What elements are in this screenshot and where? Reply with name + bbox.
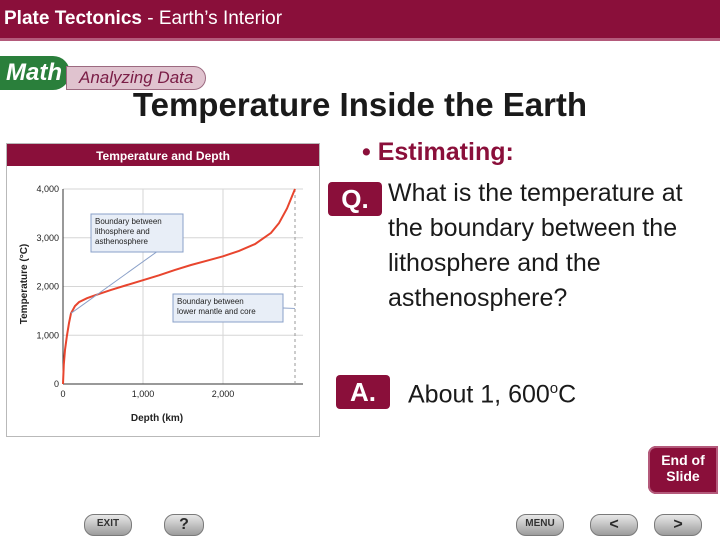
- end-of-slide-label: End of Slide: [661, 452, 705, 484]
- header-bar: [0, 0, 720, 38]
- answer-suffix: C: [558, 380, 577, 409]
- header-title-rest: - Earth’s Interior: [141, 8, 283, 29]
- forward-arrow-icon: >: [673, 516, 683, 533]
- math-label: Math: [6, 59, 62, 86]
- header-title: [4, 8, 282, 30]
- y-tick-label: 4,000: [36, 184, 59, 194]
- y-axis-label: Temperature (°C): [19, 243, 30, 325]
- y-tick-label: 0: [53, 379, 59, 389]
- exit-label: EXIT: [96, 518, 120, 529]
- navigation-bar: [0, 508, 720, 540]
- answer-badge: [336, 375, 390, 409]
- chart-title: Temperature and Depth: [96, 149, 230, 163]
- header-title-bold: Plate Tectonics: [4, 8, 142, 29]
- slide-title: Temperature Inside the Earth: [132, 86, 588, 123]
- annotation-line: lower mantle and core: [177, 307, 256, 316]
- x-tick-label: 1,000: [131, 389, 155, 399]
- answer-badge-text: A.: [350, 377, 376, 407]
- header-rule: [0, 38, 720, 41]
- answer-text: [408, 380, 576, 409]
- question-text: What is the temperature at the boundary between the lithosphere and the asthenosphere?: [388, 179, 683, 312]
- help-icon: ?: [179, 516, 189, 533]
- x-tick-label: 2,000: [211, 389, 235, 399]
- annotation-line: Boundary between: [177, 297, 244, 306]
- analyzing-data-label: Analyzing Data: [79, 68, 194, 87]
- y-tick-label: 3,000: [36, 232, 59, 243]
- answer-prefix: About 1, 600: [408, 380, 550, 409]
- end-of-slide-button[interactable]: [648, 446, 718, 494]
- annotation-line: lithosphere and: [95, 227, 150, 236]
- help-button[interactable]: [164, 514, 204, 536]
- exit-button[interactable]: [84, 514, 132, 536]
- question-badge-text: Q.: [341, 184, 369, 214]
- y-tick-label: 1,000: [36, 330, 59, 341]
- temperature-depth-chart: [7, 144, 319, 436]
- back-arrow-icon: <: [609, 516, 619, 533]
- x-axis-label: Depth (km): [130, 413, 184, 424]
- menu-button[interactable]: [516, 514, 564, 536]
- x-tick-label: 0: [60, 389, 66, 399]
- next-slide-button[interactable]: [654, 514, 702, 536]
- annotation-line: Boundary between: [95, 217, 162, 226]
- previous-slide-button[interactable]: [590, 514, 638, 536]
- y-tick-label: 2,000: [36, 281, 59, 292]
- answer-degree: o: [549, 380, 559, 397]
- math-tab: [0, 56, 70, 90]
- estimating-heading: • Estimating:: [362, 138, 514, 166]
- question-badge: [328, 182, 382, 216]
- menu-label: MENU: [525, 518, 555, 529]
- chart-panel: [6, 143, 320, 437]
- annotation-line: asthenosphere: [95, 237, 148, 246]
